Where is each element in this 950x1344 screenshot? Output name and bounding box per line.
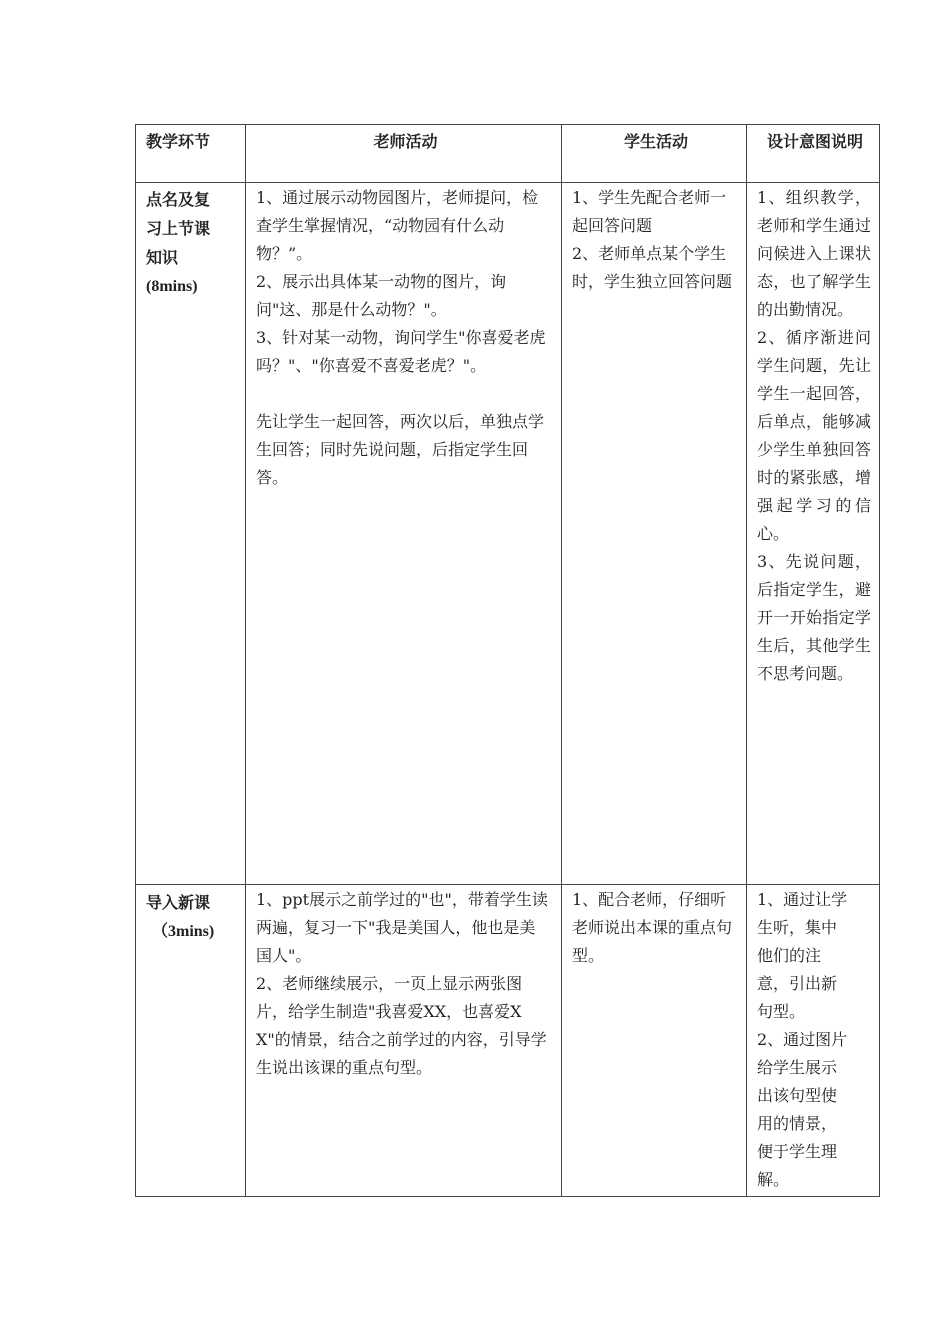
student-step-2: 2、老师单点某个学生时，学生独立回答问题 bbox=[572, 244, 733, 291]
design-line: 意，引出新 bbox=[757, 974, 838, 993]
teacher-note: 先让学生一起回答，两次以后，单独点学生回答；同时先说问题，后指定学生回答。 bbox=[256, 412, 545, 487]
stage-duration: （3mins) bbox=[152, 923, 215, 940]
teacher-step-2: 2、展示出具体某一动物的图片，询问"这、那是什么动物？"。 bbox=[256, 272, 507, 319]
design-line: 出该句型使 bbox=[757, 1086, 838, 1105]
stage-cell bbox=[136, 885, 246, 1197]
stage-duration: (8mins) bbox=[146, 278, 198, 295]
teacher-step-1: 1、ppt展示之前学过的"也"，带着学生读两遍，复习一下"我是美国人，他也是美国人"。 bbox=[256, 890, 548, 965]
design-line: 便于学生理 bbox=[757, 1142, 838, 1161]
student-activity-cell bbox=[562, 885, 747, 1197]
design-point-1: 1、组织教学，老师和学生通过问候进入上课状态，也了解学生的出勤情况。 bbox=[757, 188, 871, 319]
header-design: 设计意图说明 bbox=[747, 125, 880, 183]
stage-line: 知识 bbox=[146, 248, 179, 267]
design-point-2: 2、循序渐进问学生问题，先让学生一起回答，后单点，能够减少学生单独回答时的紧张感，增强起学习的信心。 bbox=[757, 328, 871, 543]
design-line: 生听，集中 bbox=[757, 918, 838, 937]
student-step-1: 1、学生先配合老师一起回答问题 bbox=[572, 188, 727, 235]
design-line: 解。 bbox=[757, 1170, 790, 1189]
design-line: 他们的注 bbox=[757, 946, 822, 965]
stage-cell bbox=[136, 183, 246, 885]
teacher-activity-cell bbox=[246, 183, 562, 885]
table-row bbox=[136, 885, 880, 1197]
teacher-step-2: 2、老师继续展示，一页上显示两张图片，给学生制造"我喜爱XX，也喜爱XX"的情景，结合之前学过的内容，引导学生说出该课的重点句型。 bbox=[256, 974, 547, 1077]
design-line: 给学生展示 bbox=[757, 1058, 838, 1077]
stage-line: 习上节课 bbox=[146, 219, 211, 238]
header-student: 学生活动 bbox=[562, 125, 747, 183]
lesson-plan-table bbox=[135, 124, 880, 1197]
student-step-1: 1、配合老师，仔细听老师说出本课的重点句型。 bbox=[572, 890, 733, 965]
header-teacher: 老师活动 bbox=[246, 125, 562, 183]
student-activity-cell bbox=[562, 183, 747, 885]
teacher-step-1: 1、通过展示动物园图片，老师提问，检查学生掌握情况，“动物园有什么动物？”。 bbox=[256, 188, 539, 263]
design-intent-cell bbox=[747, 885, 880, 1197]
design-line: 句型。 bbox=[757, 1002, 806, 1021]
table-row bbox=[136, 183, 880, 885]
teacher-step-3: 3、针对某一动物，询问学生"你喜爱老虎吗？"、"你喜爱不喜爱老虎？"。 bbox=[256, 328, 546, 375]
stage-line: 点名及复 bbox=[146, 190, 211, 209]
stage-line: 导入新课 bbox=[146, 893, 211, 912]
blank-line bbox=[256, 380, 549, 408]
design-line: 1、通过让学 bbox=[757, 890, 848, 909]
header-stage: 教学环节 bbox=[136, 125, 246, 183]
design-line: 2、通过图片 bbox=[757, 1030, 848, 1049]
teacher-activity-cell bbox=[246, 885, 562, 1197]
header-row bbox=[136, 125, 880, 183]
design-intent-cell bbox=[747, 183, 880, 885]
design-point-3: 3、先说问题，后指定学生，避开一开始指定学生后，其他学生不思考问题。 bbox=[757, 552, 871, 683]
design-line: 用的情景， bbox=[757, 1114, 838, 1133]
